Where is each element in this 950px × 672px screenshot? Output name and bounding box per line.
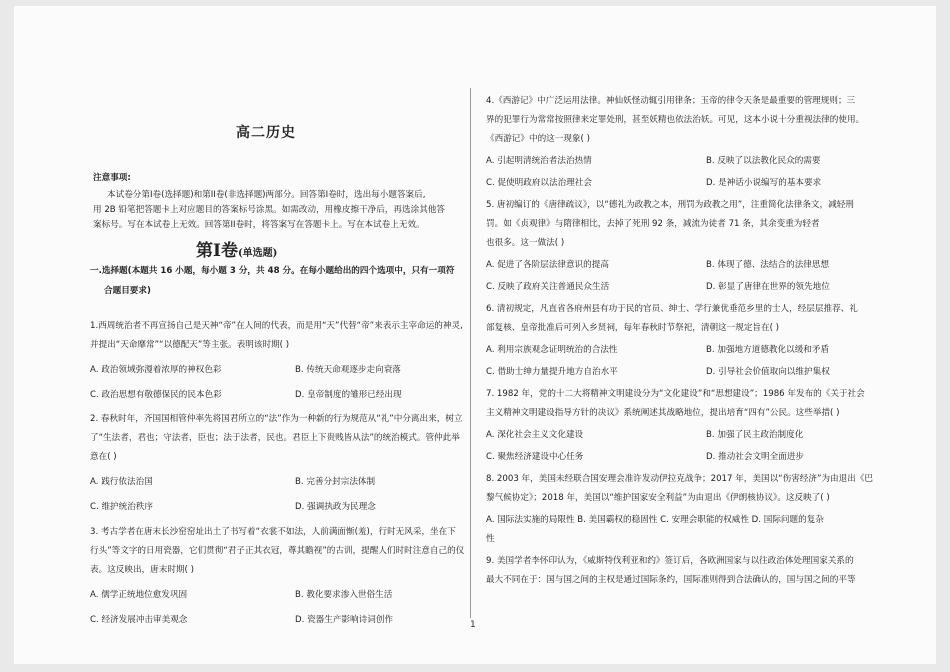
section-title: 第I卷 bbox=[196, 241, 238, 261]
notice-line: 用 2B 铅笔把答题卡上对应题目的答案标号涂黑。如需改动，用橡皮擦干净后，再选涂其他答 bbox=[93, 205, 445, 215]
question-text-line: 3. 考古学者在唐末长沙窑窑址出土了书写着“衣裳不如法，人前满面惭(羞)，行时无风采，坐在下 bbox=[90, 527, 456, 537]
question-text-line: A. 引起明清统治者法治热情 bbox=[486, 156, 592, 166]
question-text-line: 意在( ) bbox=[90, 452, 117, 462]
question-text-line: D. 引导社会价值取向以维护集权 bbox=[706, 367, 830, 377]
question-text-line: A. 政治领域弥漫着浓厚的神权色彩 bbox=[90, 365, 222, 375]
question-text-line: B. 完善分封宗法体制 bbox=[295, 477, 376, 487]
question-text-line: 1.西周统治者不再宣扬自己是天神“帝”在人间的代表，而是用“天”代替“帝”来表示主宰命运的神灵, bbox=[90, 321, 463, 331]
question-text-line: D. 瓷器生产影响诗词创作 bbox=[295, 615, 394, 625]
question-text-line: B. 加强地方道德教化以缓和矛盾 bbox=[706, 345, 830, 355]
question-text-line: A. 利用宗族观念证明统治的合法性 bbox=[486, 345, 618, 355]
question-text-line: 主义精神文明建设指导方针的决议》系统阐述其战略地位，提出培育“四有”公民。这些举措( ) bbox=[486, 408, 840, 418]
question-text-line: C. 促使明政府以法治理社会 bbox=[486, 178, 592, 188]
exam-title: 高二历史 bbox=[236, 125, 296, 141]
question-text-line: 黎气候协定》；2018 年，美国以“维护国家安全利益”为由退出《伊朗核协议》。这反映了( ) bbox=[486, 493, 830, 503]
instruction-line: 合题目要求) bbox=[104, 286, 151, 296]
question-text-line: 了“生法者，君也；守法者，臣也；法于法者，民也。君臣上下贵贱皆从法”的统治模式。管仲此举 bbox=[90, 433, 460, 443]
question-text-line: C. 借助士绅力量提升地方自治水平 bbox=[486, 367, 618, 377]
question-text-line: C. 聚焦经济建设中心任务 bbox=[486, 452, 584, 462]
page-number: 1 bbox=[470, 620, 476, 630]
question-text-line: 罚。如《贞观律》与隋律相比，去掉了死刑 92 条，减流为徒者 71 条，其余变重为轻者 bbox=[486, 219, 820, 229]
question-text-line: C. 政治思想有敬德保民的民本色彩 bbox=[90, 390, 222, 400]
question-text-line: B. 体现了德、法结合的法律思想 bbox=[706, 260, 830, 270]
question-text-line: 4.《西游记》中广泛运用法律。神仙妖怪动辄引用律条；玉帝的律令天条是最重要的管理规则；三 bbox=[486, 96, 856, 106]
instruction-line: 一.选择题(本题共 16 小题，每小题 3 分，共 48 分。在每小题给出的四个选项中，只有一项符 bbox=[90, 266, 455, 276]
notice-line: 案标号。写在本试卷上无效。回答第II卷时，将答案写在答题卡上。写在本试卷上无效。 bbox=[93, 220, 425, 230]
question-text-line: D. 皇帝制度的雏形已经出现 bbox=[295, 390, 402, 400]
question-text-line: 9. 美国学者李怀印认为，《威斯特伐利亚和约》签订后，各欧洲国家与以往政治体处理国家关系的 bbox=[486, 556, 854, 566]
question-text-line: D. 是神话小说编写的基本要求 bbox=[706, 178, 822, 188]
question-text-line: 界的犯罪行为常常按照律来定罪处刑，甚至妖精也依法治妖。可见，这本小说十分重视法律的使用。 bbox=[486, 115, 865, 125]
question-text-line: 8. 2003 年，美国未经联合国安理会准许发动伊拉克战争；2017 年，美国以“伤害经济”为由退出《巴 bbox=[486, 474, 874, 484]
question-text-line: B. 传统天命观逐步走向衰落 bbox=[295, 365, 401, 375]
question-text-line: A. 儒学正统地位愈发巩固 bbox=[90, 590, 188, 600]
question-text-line: B. 加强了民主政治制度化 bbox=[706, 430, 804, 440]
question-text-line: 2. 春秋时年，齐国国相管仲率先将国君所立的“法”作为一种新的行为规范从“礼”中分离出来，树立 bbox=[90, 414, 463, 424]
notice-heading: 注意事项: bbox=[93, 173, 131, 183]
question-text-line: 最大不同在于：国与国之间的主权是通过国际条约，国际准则得到合法确认的，国与国之间的平等 bbox=[486, 575, 856, 585]
question-text-line: A. 深化社会主义文化建设 bbox=[486, 430, 584, 440]
question-text-line: 5. 唐初编订的《唐律疏议》，以“德礼为政教之本，刑罚为政教之用”，注重简化法律条文，减轻刑 bbox=[486, 200, 854, 210]
question-text-line: 行头”等文字的日用瓷器，它们贯彻“君子正其衣冠，尊其瞻视”的古训，提醒人们时时注意自己的仪 bbox=[90, 546, 465, 556]
question-text-line: B. 反映了以法教化民众的需要 bbox=[706, 156, 821, 166]
question-text-line: 6. 清初规定，凡直省各府州县有功于民的官员、绅士、学行兼优垂范乡里的士人，经层层推荐、礼 bbox=[486, 304, 858, 314]
question-text-line: A. 践行依法治国 bbox=[90, 477, 153, 487]
section-heading bbox=[196, 236, 277, 261]
question-text-line: 《西游记》中的这一现象( ) bbox=[486, 134, 590, 144]
column-divider bbox=[470, 88, 471, 618]
question-text-line: D. 彰显了唐律在世界的领先地位 bbox=[706, 282, 830, 292]
question-text-line: D. 推动社会文明全面进步 bbox=[706, 452, 805, 462]
notice-line: 本试卷分第I卷(选择题)和第II卷(非选择题)两部分。回答第I卷时，选出每小题答案后, bbox=[107, 190, 426, 200]
question-text-line: 也很多。这一做法( ) bbox=[486, 238, 565, 248]
question-text-line: D. 强调执政为民理念 bbox=[295, 502, 376, 512]
question-text-line: C. 反映了政府关注普通民众生活 bbox=[486, 282, 610, 292]
question-text-line: C. 维护统治秩序 bbox=[90, 502, 154, 512]
question-text-line: A. 国际法实施的局限性 B. 美国霸权的稳固性 C. 安理会职能的权威性 D. 国际问题的复杂 bbox=[486, 515, 824, 525]
question-text-line: 并提出“天命靡常”“以德配天”等主张。表明该时期( ) bbox=[90, 340, 290, 350]
question-text-line: 表。这反映出，唐末时期( ) bbox=[90, 565, 194, 575]
question-text-line: 性 bbox=[486, 534, 495, 544]
question-text-line: B. 教化要求渗入世俗生活 bbox=[295, 590, 393, 600]
section-subtitle: (单选题) bbox=[237, 248, 278, 259]
question-text-line: C. 经济发展冲击审美观念 bbox=[90, 615, 188, 625]
question-text-line: 部复核、皇帝批准后可列入乡贤祠，每年春秋时节祭祀，清朝这一规定旨在( ) bbox=[486, 323, 780, 333]
question-text-line: 7. 1982 年，党的十二大将精神文明建设分为“文化建设”和“思想建设”；1986 年发布的《关于社会 bbox=[486, 389, 865, 399]
question-text-line: A. 促进了各阶层法律意识的提高 bbox=[486, 260, 609, 270]
